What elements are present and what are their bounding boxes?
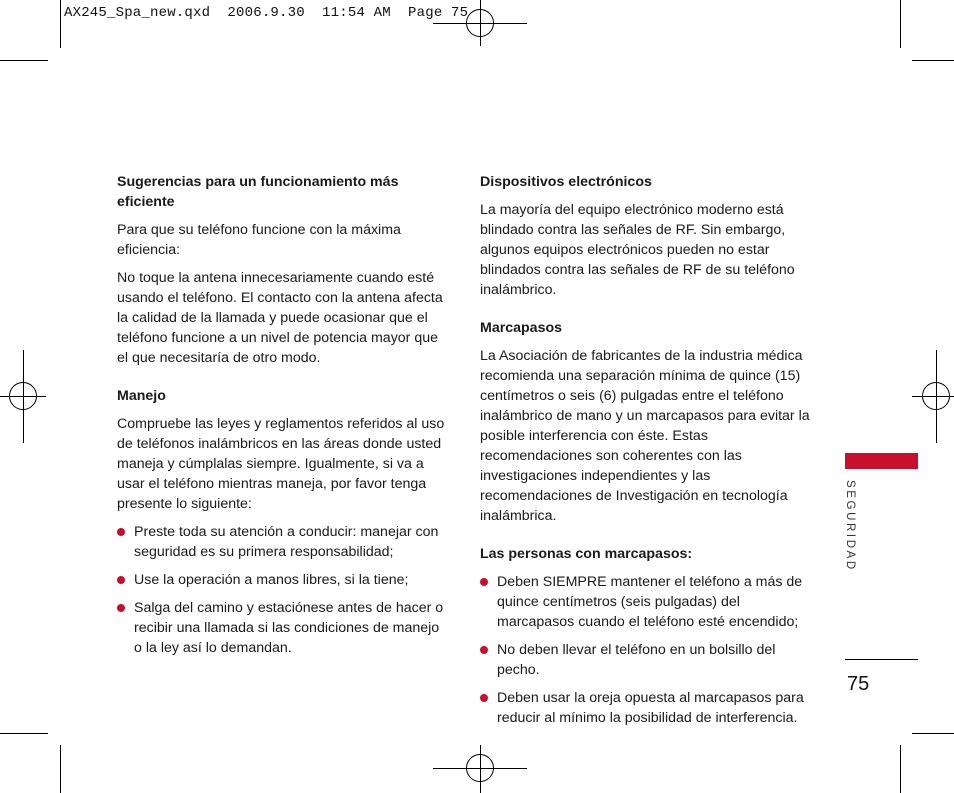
- bullet-icon: [117, 604, 125, 612]
- heading-pacemaker-users: Las personas con marcapasos:: [480, 546, 693, 562]
- bullet-icon: [480, 646, 488, 654]
- paragraph-driving-laws: Compruebe las leyes y reglamentos referidos al uso de teléfonos inalámbricos en las áreas donde usted maneja y cúmplalas siempre. Igualmente, si va a usar el teléfono mientras maneja, por favor tenga presente lo siguiente:: [117, 416, 445, 512]
- heading-pacemakers: Marcapasos: [480, 320, 563, 336]
- bullet-icon: [480, 694, 488, 702]
- paragraph-antenna: No toque la antena innecesariamente cuando esté usando el teléfono. El contacto con la antena afecta la calidad de la llamada y puede ocasionar que el teléfono funcione a un nivel de potencia mayor que el que necesitaría de otro modo.: [117, 270, 443, 366]
- list-item: Salga del camino y estaciónese antes de hacer o recibir una llamada si las condiciones de manejo o la ley así lo demandan.: [117, 598, 449, 658]
- pacemaker-tips-list: [480, 572, 815, 728]
- driving-tips-list: [117, 522, 449, 658]
- right-column: [480, 172, 815, 736]
- left-column: [117, 172, 449, 666]
- heading-driving: Manejo: [117, 388, 166, 404]
- list-item: Use la operación a manos libres, si la tiene;: [117, 570, 449, 590]
- paragraph-efficiency-intro: Para que su teléfono funcione con la máxima eficiencia:: [117, 222, 401, 258]
- list-item: Preste toda su atención a conducir: manejar con seguridad es su primera responsabilidad;: [117, 522, 449, 562]
- list-item: No deben llevar el teléfono en un bolsillo del pecho.: [480, 640, 815, 680]
- page-number: 75: [847, 673, 870, 695]
- section-tab-label: SEGURIDAD: [844, 480, 856, 572]
- paragraph-pacemaker-separation: La Asociación de fabricantes de la industria médica recomienda una separación mínima de quince (15) centímetros o seis (6) pulgadas entre el teléfono inalámbrico de mano y un marcapasos para evitar la posible interferencia con éste. Estas recomendaciones son coherentes con las investigaciones independientes y las recomendaciones de Investigación en tecnología inalámbrica.: [480, 348, 810, 524]
- heading-electronic-devices: Dispositivos electrónicos: [480, 174, 652, 190]
- list-item: Deben usar la oreja opuesta al marcapasos para reducir al mínimo la posibilidad de interferencia.: [480, 688, 815, 728]
- paragraph-rf-shielding: La mayoría del equipo electrónico moderno está blindado contra las señales de RF. Sin embargo, algunos equipos electrónicos pueden no estar blindados contra las señales de RF de su teléfono inalámbrico.: [480, 202, 795, 298]
- bullet-icon: [480, 578, 488, 586]
- bullet-icon: [117, 576, 125, 584]
- bullet-icon: [117, 528, 125, 536]
- list-item: Deben SIEMPRE mantener el teléfono a más de quince centímetros (seis pulgadas) del marcapasos cuando el teléfono esté encendido;: [480, 572, 815, 632]
- heading-efficient-use: Sugerencias para un funcionamiento más eficiente: [117, 174, 399, 210]
- page-number-rule: [845, 659, 918, 660]
- section-tab-bar: [845, 453, 918, 469]
- print-slug: AX245_Spa_new.qxd 2006.9.30 11:54 AM Page 75: [64, 5, 469, 21]
